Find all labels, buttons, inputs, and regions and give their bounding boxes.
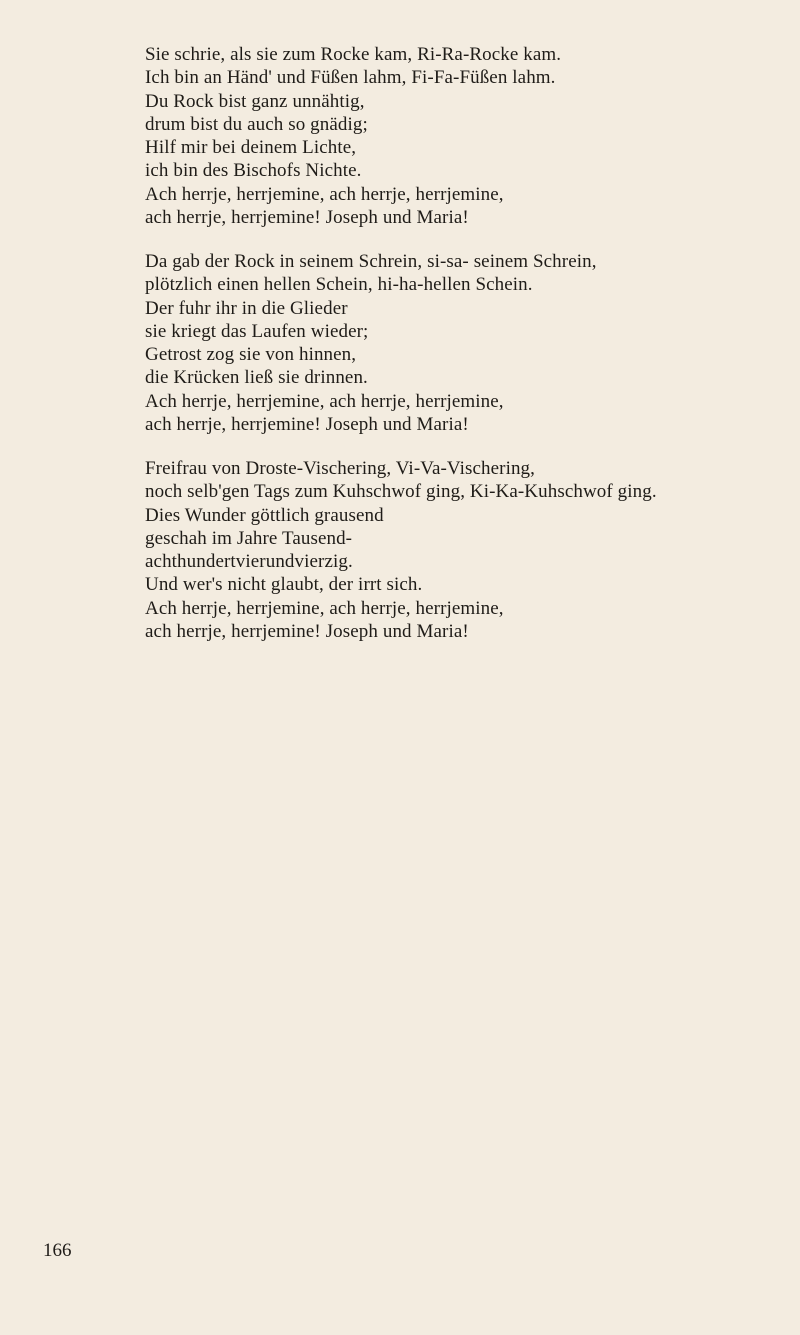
verse-line: Du Rock bist ganz unnähtig, — [145, 90, 365, 112]
verse-line: Da gab der Rock in seinem Schrein, si-sa- seinem Schrein, — [145, 251, 597, 272]
verse-line: geschah im Jahre Tausend- — [145, 527, 353, 549]
refrain-line: ach herrje, herrjemine! Joseph und Maria! — [145, 207, 469, 229]
refrain-line: ach herrje, herrjemine! Joseph und Maria! — [145, 621, 469, 643]
refrain-line: ach herrje, herrjemine! Joseph und Maria! — [145, 414, 469, 436]
verse-line: noch selb'gen Tags zum Kuhschwof ging, Ki-Ka-Kuhschwof ging. — [145, 481, 657, 503]
verse-line: drum bist du auch so gnädig; — [145, 113, 368, 135]
verse-line: Sie schrie, als sie zum Rocke kam, Ri-Ra-Rocke kam. — [145, 44, 562, 65]
verse-line: achthundertvierundvierzig. — [145, 551, 353, 573]
verse-line: Und wer's nicht glaubt, der irrt sich. — [145, 574, 423, 596]
verse-line: ich bin des Bischofs Nichte. — [145, 160, 362, 182]
verse-line: die Krücken ließ sie drinnen. — [145, 367, 368, 389]
stanza — [145, 457, 785, 643]
verse-line: Getrost zog sie von hinnen, — [145, 344, 357, 366]
page-number: 166 — [43, 1240, 72, 1261]
refrain-line: Ach herrje, herrjemine, ach herrje, herrjemine, — [145, 390, 504, 412]
refrain-line: Ach herrje, herrjemine, ach herrje, herrjemine, — [145, 597, 504, 619]
verse-line: Freifrau von Droste-Vischering, Vi-Va-Vischering, — [145, 458, 535, 479]
verse-line: Hilf mir bei deinem Lichte, — [145, 137, 357, 159]
verse-line: plötzlich einen hellen Schein, hi-ha-hellen Schein. — [145, 274, 533, 296]
stanza — [145, 250, 785, 436]
stanza — [145, 43, 785, 229]
verse-line: Der fuhr ihr in die Glieder — [145, 297, 348, 319]
verse-line: sie kriegt das Laufen wieder; — [145, 320, 369, 342]
refrain-line: Ach herrje, herrjemine, ach herrje, herrjemine, — [145, 183, 504, 205]
verse-line: Dies Wunder göttlich grausend — [145, 504, 384, 526]
verse-line: Ich bin an Händ' und Füßen lahm, Fi-Fa-Füßen lahm. — [145, 67, 556, 89]
